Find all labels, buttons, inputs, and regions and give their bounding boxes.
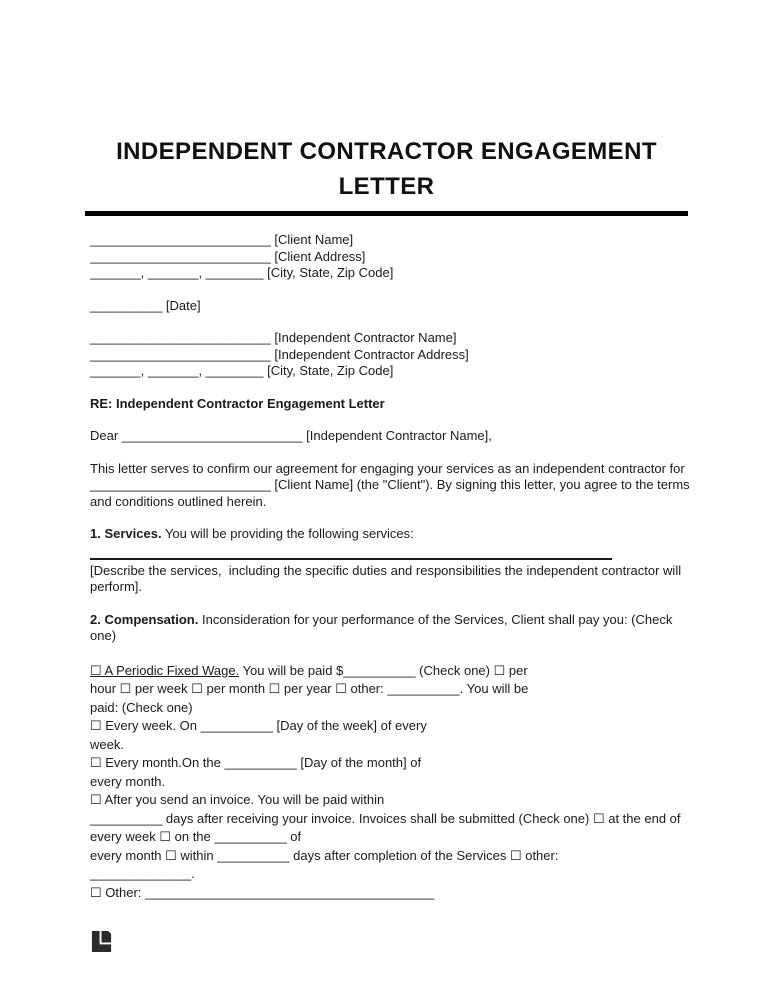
legaltemplates-logo [90, 930, 113, 953]
every-month-option-cont-line: every month. [90, 773, 166, 789]
intro-line-1: This letter serves to confirm our agreement for engaging your services as an independent contractor for [90, 460, 685, 476]
invoice-other-blank-line: ______________. [90, 866, 195, 881]
title-line-2: LETTER [338, 173, 435, 200]
title-rule [85, 211, 688, 216]
services-heading-line [90, 526, 683, 543]
document-title [90, 134, 683, 204]
periodic-wage-option-line [90, 662, 683, 681]
compensation-heading-line-2: one) [90, 628, 117, 643]
title-line-1: INDEPENDENT CONTRACTOR ENGAGEMENT [116, 138, 657, 165]
compensation-heading-text: Inconsideration for your performance of the Services, Client shall pay you: (Check [198, 611, 673, 627]
services-heading-text: You will be providing the following services: [161, 526, 414, 541]
salutation-line: Dear _________________________ [Independent Contractor Name], [90, 428, 492, 443]
client-address-line: _________________________ [Client Address] [90, 248, 366, 264]
services-section [90, 526, 683, 596]
invoice-days-line: __________ days after receiving your invoice. Invoices shall be submitted (Check one) ☐ at the end of [90, 810, 681, 826]
legaltemplates-logo-page-shape [102, 931, 112, 943]
date-block [90, 298, 683, 315]
re-subject-line: RE: Independent Contractor Engagement Letter [90, 395, 385, 411]
invoice-option-line: ☐ After you send an invoice. You will be paid within [90, 792, 385, 807]
compensation-heading-number: 2. Compensation. [90, 611, 199, 627]
contractor-name-line: _________________________ [Independent Contractor Name] [90, 330, 457, 345]
invoice-monthly-line: every month ☐ within __________ days after completion of the Services ☐ other: [90, 847, 559, 863]
services-write-line [90, 549, 612, 560]
client-name-line: _________________________ [Client Name] [90, 232, 354, 247]
every-month-option-line: ☐ Every month.On the __________ [Day of the month] of [90, 755, 422, 770]
services-describe-block [90, 563, 683, 596]
every-week-option-cont-line: week. [90, 736, 124, 752]
intro-line-2: _________________________ [Client Name] (the "Client"). By signing this letter, you agree to the terms [90, 477, 690, 492]
other-option-line: ☐ Other: ________________________________________ [90, 884, 435, 900]
compensation-options-block [90, 662, 683, 903]
contractor-address-line: _________________________ [Independent Contractor Address] [90, 346, 469, 362]
intro-line-3: and conditions outlined herein. [90, 493, 267, 509]
date-line: __________ [Date] [90, 297, 201, 313]
compensation-section [90, 612, 683, 645]
contractor-city-state-zip-line: _______, _______, ________ [City, State, Zip Code] [90, 363, 394, 378]
every-week-option-line: ☐ Every week. On __________ [Day of the week] of every [90, 718, 427, 733]
periodic-wage-option-label: ☐ A Periodic Fixed Wage. [90, 662, 240, 678]
salutation-block [90, 428, 683, 445]
client-address-block [90, 232, 683, 282]
services-describe-line-1: [Describe the services, including the specific duties and responsibilities the independent contractor will [90, 562, 682, 578]
periodic-wage-option-text: You will be paid $__________ (Check one) ☐ per [239, 662, 528, 678]
pay-frequency-line: hour ☐ per week ☐ per month ☐ per year ☐ other: __________. You will be [90, 681, 529, 696]
paid-check-one-line: paid: (Check one) [90, 699, 193, 715]
compensation-heading-line [90, 612, 683, 629]
intro-paragraph [90, 460, 690, 511]
services-heading-number: 1. Services. [90, 526, 162, 541]
contractor-address-block [90, 330, 683, 380]
client-city-state-zip-line: _______, _______, ________ [City, State, Zip Code] [90, 265, 394, 280]
re-subject-block [90, 396, 683, 413]
invoice-weekly-line: every week ☐ on the __________ of [90, 829, 302, 844]
services-describe-line-2: perform]. [90, 579, 143, 594]
